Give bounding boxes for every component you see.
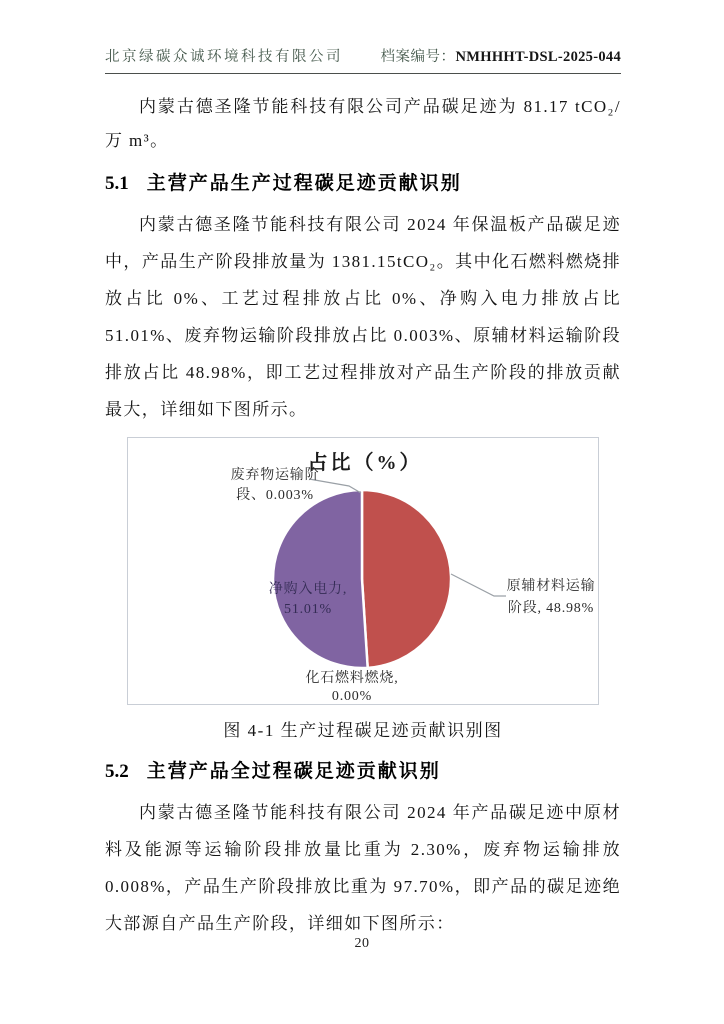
pie-slices <box>273 490 451 668</box>
header-archive-number <box>381 45 621 66</box>
waste-label-line1: 废弃物运输阶 <box>230 468 320 483</box>
chart-title: 占比（%） <box>307 452 423 474</box>
pie-chart-figure <box>127 437 599 705</box>
figure-caption: 图 4-1 生产过程碳足迹贡献识别图 <box>223 721 503 740</box>
header-company-name: 北京绿碳众诚环境科技有限公司 <box>105 49 343 65</box>
pie-slice-raw-materials-transport <box>362 490 451 668</box>
section-5-2-number: 5.2 <box>105 761 129 782</box>
fossil-label-line1: 化石燃料燃烧, <box>305 671 399 686</box>
raw-label-line2: 阶段, 48.98% <box>507 601 595 616</box>
page-header <box>105 45 621 74</box>
section-5-1-title: 主营产品生产过程碳足迹贡献识别 <box>146 173 462 194</box>
section-5-2-title: 主营产品全过程碳足迹贡献识别 <box>146 761 441 782</box>
pie-chart-svg <box>128 438 598 704</box>
section-5-1-body: 内蒙古德圣隆节能科技有限公司 2024 年保温板产品碳足迹中，产品生产阶段排放量为 1381.15tCO₂。其中化石燃料燃烧排放占比 0%、工艺过程排放占比 0%、净购入电力排放占比 51.01%、废弃物运输阶段排放占比 0.003%、原辅材料运输阶段排放占比 48.98%，即工艺过程排放对产品生产阶段的排放贡献最大，详细如下图所示。 <box>105 215 621 419</box>
intro-paragraph: 内蒙古德圣隆节能科技有限公司产品碳足迹为 81.17 tCO₂/万 m³。 <box>105 97 621 150</box>
electricity-label-line1: 净购入电力, <box>268 582 348 597</box>
pie-slice-electricity <box>273 490 368 668</box>
waste-label-line2: 段、0.003% <box>236 488 314 503</box>
fossil-label-line2: 0.00% <box>331 689 373 704</box>
section-5-1-number: 5.1 <box>105 173 129 194</box>
page-content <box>105 45 621 942</box>
archive-no-value: NMHHHT-DSL-2025-044 <box>455 49 621 65</box>
raw-leader-line <box>451 574 506 596</box>
section-5-2-heading <box>105 758 621 786</box>
electricity-label-line2: 51.01% <box>284 602 332 617</box>
section-5-1-heading <box>105 170 621 198</box>
section-5-2-body: 内蒙古德圣隆节能科技有限公司 2024 年产品碳足迹中原材料及能源等运输阶段排放量比重为 2.30%，废弃物运输排放 0.008%，产品生产阶段排放比重为 97.70%，即产品的碳足迹绝大部源自产品生产阶段，详细如下图所示： <box>105 803 621 933</box>
page-number: 20 <box>354 936 370 951</box>
archive-label: 档案编号： <box>380 49 456 65</box>
raw-label-line1: 原辅材料运输 <box>506 579 596 594</box>
